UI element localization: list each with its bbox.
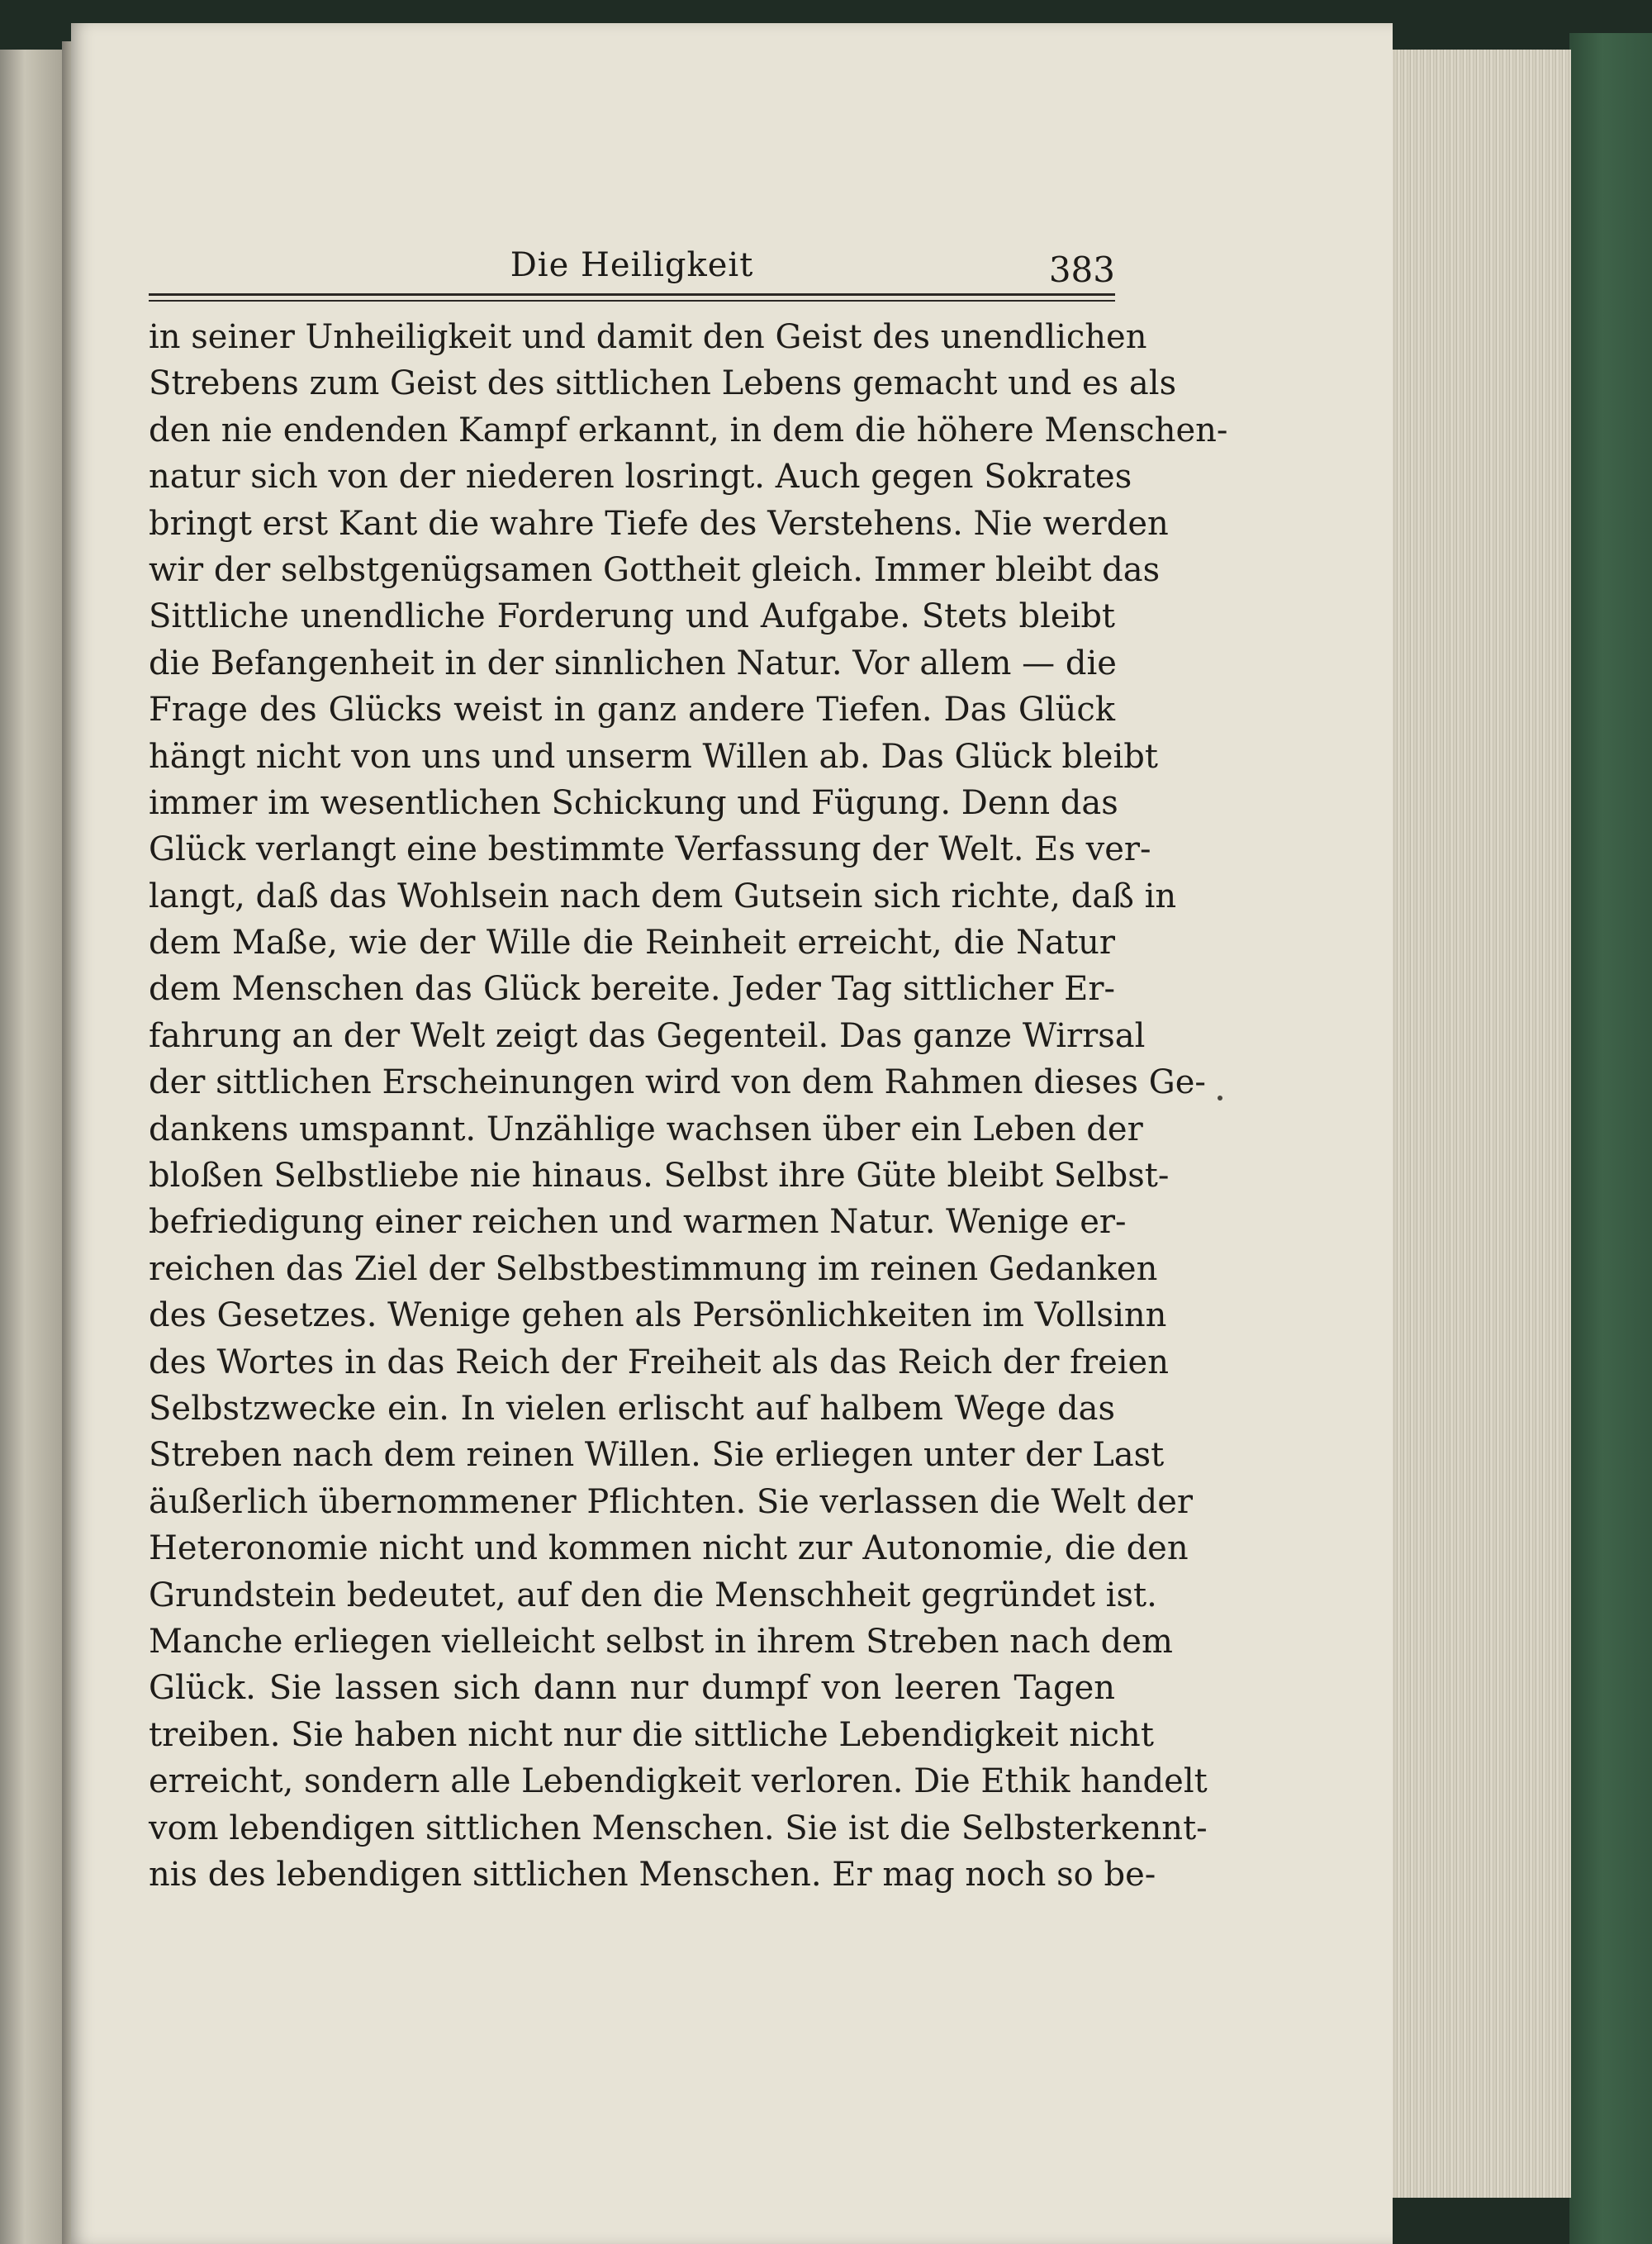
text-line: dankens umspannt. Unzählige wachsen über ein Leben der (149, 1110, 1143, 1148)
text-line: fahrung an der Welt zeigt das Gegenteil. Das ganze Wirrsal (149, 1016, 1146, 1055)
text-line: bloßen Selbstliebe nie hinaus. Selbst ihre Güte bleibt Selbst- (149, 1157, 1170, 1196)
header-rule-thick (149, 293, 1115, 296)
text-line: dem Maße, wie der Wille die Reinheit erreicht, die Natur (149, 924, 1115, 963)
running-head (149, 246, 1115, 296)
text-line: der sittlichen Erscheinungen wird von dem Rahmen dieses Ge- (149, 1063, 1206, 1102)
text-line: befriedigung einer reichen und warmen Natur. Wenige er- (149, 1203, 1127, 1242)
text-line: treiben. Sie haben nicht nur die sittliche Lebendigkeit nicht (149, 1715, 1154, 1754)
text-line: bringt erst Kant die wahre Tiefe des Verstehens. Nie werden (149, 504, 1169, 543)
text-line: Sittliche unendliche Forderung und Aufgabe. Stets bleibt (149, 597, 1115, 636)
text-line: in seiner Unheiligkeit und damit den Geist des unendlichen (149, 318, 1147, 356)
text-line: Heteronomie nicht und kommen nicht zur Autonomie, die den (149, 1529, 1189, 1568)
book-cover-edge (1569, 33, 1652, 2244)
text-line: erreicht, sondern alle Lebendigkeit verloren. Die Ethik handelt (149, 1762, 1208, 1801)
text-line: hängt nicht von uns und unserm Willen ab. Das Glück bleibt (149, 737, 1158, 776)
text-line: Manche erliegen vielleicht selbst in ihrem Streben nach dem (149, 1622, 1173, 1661)
previous-page-strip (0, 50, 62, 2244)
text-line: äußerlich übernommener Pflichten. Sie verlassen die Welt der (149, 1482, 1193, 1521)
text-line: des Wortes in das Reich der Freiheit als das Reich der freien (149, 1343, 1169, 1381)
text-line: des Gesetzes. Wenige gehen als Persönlichkeiten im Vollsinn (149, 1296, 1167, 1335)
text-line: Grundstein bedeutet, auf den die Menschheit gegründet ist. (149, 1576, 1157, 1614)
page-edges-stack (1386, 50, 1571, 2198)
text-line: langt, daß das Wohlsein nach dem Gutsein sich richte, daß in (149, 877, 1177, 915)
text-line: nis des lebendigen sittlichen Menschen. Er mag noch so be- (149, 1855, 1156, 1894)
header-rule-thin (149, 300, 1115, 302)
body-text (149, 314, 1228, 1898)
text-line: den nie endenden Kampf erkannt, in dem die höhere Menschen- (149, 411, 1228, 449)
text-line: natur sich von der niederen losringt. Auch gegen Sokrates (149, 458, 1132, 497)
page-number: 383 (1048, 250, 1115, 290)
text-line: die Befangenheit in der sinnlichen Natur. Vor allem — die (149, 644, 1117, 682)
text-line: wir der selbstgenügsamen Gottheit gleich. Immer bleibt das (149, 550, 1161, 589)
text-line: immer im wesentlichen Schickung und Fügung. Denn das (149, 783, 1118, 822)
text-line: Strebens zum Geist des sittlichen Lebens gemacht und es als (149, 364, 1177, 403)
text-line: reichen das Ziel der Selbstbestimmung im reinen Gedanken (149, 1249, 1158, 1288)
running-head-title: Die Heiligkeit (510, 246, 754, 284)
paper-speck (1218, 1096, 1222, 1101)
text-line: Streben nach dem reinen Willen. Sie erliegen unter der Last (149, 1436, 1165, 1475)
text-line: Selbstzwecke ein. In vielen erlischt auf halbem Wege das (149, 1389, 1115, 1428)
text-line: Glück verlangt eine bestimmte Verfassung der Welt. Es ver- (149, 830, 1151, 869)
text-line: vom lebendigen sittlichen Menschen. Sie ist die Selbsterkennt- (149, 1809, 1208, 1847)
text-line: Frage des Glücks weist in ganz andere Tiefen. Das Glück (149, 691, 1115, 730)
text-line: Glück. Sie lassen sich dann nur dumpf von leeren Tagen (149, 1669, 1115, 1708)
text-line: dem Menschen das Glück bereite. Jeder Tag sittlicher Er- (149, 970, 1115, 1009)
